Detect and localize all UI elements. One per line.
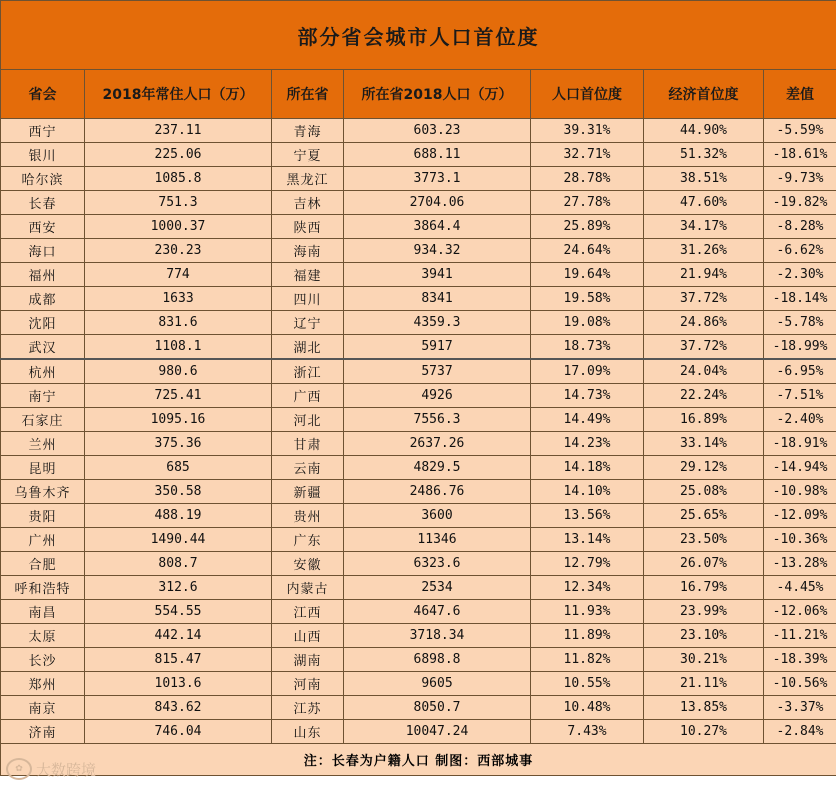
economic-primacy-cell: 26.07%: [644, 552, 764, 576]
difference-cell: -3.37%: [764, 696, 836, 720]
table-row: [1, 672, 836, 696]
province-cell: 内蒙古: [272, 576, 344, 600]
capital-population-cell: 831.6: [85, 311, 272, 335]
population-primacy-cell: 19.08%: [531, 311, 644, 335]
difference-cell: -18.91%: [764, 432, 836, 456]
population-primacy-cell: 14.23%: [531, 432, 644, 456]
population-primacy-cell: 12.34%: [531, 576, 644, 600]
population-primacy-cell: 17.09%: [531, 359, 644, 384]
province-population-cell: 4829.5: [344, 456, 531, 480]
capital-population-cell: 1013.6: [85, 672, 272, 696]
capital-population-cell: 488.19: [85, 504, 272, 528]
economic-primacy-cell: 24.04%: [644, 359, 764, 384]
table-row: [1, 191, 836, 215]
footnote-row: [1, 744, 836, 776]
capital-cell: 兰州: [1, 432, 85, 456]
province-cell: 青海: [272, 119, 344, 143]
province-population-cell: 3718.34: [344, 624, 531, 648]
capital-population-cell: 375.36: [85, 432, 272, 456]
capital-population-cell: 1085.8: [85, 167, 272, 191]
table-row: [1, 696, 836, 720]
title-row: [1, 1, 836, 70]
population-primacy-cell: 39.31%: [531, 119, 644, 143]
difference-cell: -18.14%: [764, 287, 836, 311]
capital-population-cell: 1108.1: [85, 335, 272, 360]
province-cell: 山西: [272, 624, 344, 648]
province-population-cell: 2637.26: [344, 432, 531, 456]
province-population-cell: 2486.76: [344, 480, 531, 504]
difference-cell: -14.94%: [764, 456, 836, 480]
capital-population-cell: 237.11: [85, 119, 272, 143]
province-population-cell: 2534: [344, 576, 531, 600]
capital-cell: 杭州: [1, 359, 85, 384]
table-row: [1, 624, 836, 648]
difference-cell: -2.30%: [764, 263, 836, 287]
economic-primacy-cell: 21.11%: [644, 672, 764, 696]
population-primacy-cell: 10.48%: [531, 696, 644, 720]
capital-population-cell: 1000.37: [85, 215, 272, 239]
capital-population-cell: 774: [85, 263, 272, 287]
capital-cell: 哈尔滨: [1, 167, 85, 191]
difference-cell: -13.28%: [764, 552, 836, 576]
capital-cell: 海口: [1, 239, 85, 263]
capital-cell: 南宁: [1, 384, 85, 408]
province-population-cell: 7556.3: [344, 408, 531, 432]
economic-primacy-cell: 44.90%: [644, 119, 764, 143]
capital-cell: 贵阳: [1, 504, 85, 528]
population-primacy-cell: 14.10%: [531, 480, 644, 504]
capital-cell: 福州: [1, 263, 85, 287]
watermark: [6, 758, 96, 780]
table-row: [1, 720, 836, 744]
province-cell: 河南: [272, 672, 344, 696]
province-cell: 浙江: [272, 359, 344, 384]
capital-population-cell: 225.06: [85, 143, 272, 167]
capital-population-cell: 685: [85, 456, 272, 480]
economic-primacy-cell: 21.94%: [644, 263, 764, 287]
capital-population-cell: 350.58: [85, 480, 272, 504]
table-row: [1, 239, 836, 263]
table-row: [1, 143, 836, 167]
capital-cell: 南昌: [1, 600, 85, 624]
difference-cell: -4.45%: [764, 576, 836, 600]
province-population-cell: 9605: [344, 672, 531, 696]
economic-primacy-cell: 22.24%: [644, 384, 764, 408]
province-population-cell: 4926: [344, 384, 531, 408]
province-cell: 广东: [272, 528, 344, 552]
table-row: [1, 384, 836, 408]
population-primacy-cell: 19.64%: [531, 263, 644, 287]
economic-primacy-cell: 24.86%: [644, 311, 764, 335]
table-row: [1, 359, 836, 384]
table-row: [1, 504, 836, 528]
capital-population-cell: 312.6: [85, 576, 272, 600]
difference-cell: -18.61%: [764, 143, 836, 167]
difference-cell: -12.09%: [764, 504, 836, 528]
province-population-cell: 3864.4: [344, 215, 531, 239]
capital-population-cell: 230.23: [85, 239, 272, 263]
province-cell: 黑龙江: [272, 167, 344, 191]
population-primacy-cell: 11.82%: [531, 648, 644, 672]
population-primacy-cell: 7.43%: [531, 720, 644, 744]
header-capital-population-2018: 2018年常住人口（万）: [85, 70, 272, 119]
province-population-cell: 6323.6: [344, 552, 531, 576]
population-primacy-cell: 14.73%: [531, 384, 644, 408]
population-primacy-cell: 12.79%: [531, 552, 644, 576]
province-cell: 云南: [272, 456, 344, 480]
capital-population-cell: 980.6: [85, 359, 272, 384]
province-cell: 吉林: [272, 191, 344, 215]
header-economic-primacy: 经济首位度: [644, 70, 764, 119]
capital-population-cell: 442.14: [85, 624, 272, 648]
province-population-cell: 3600: [344, 504, 531, 528]
capital-cell: 武汉: [1, 335, 85, 360]
economic-primacy-cell: 16.79%: [644, 576, 764, 600]
capital-cell: 昆明: [1, 456, 85, 480]
population-primacy-cell: 18.73%: [531, 335, 644, 360]
capital-population-cell: 725.41: [85, 384, 272, 408]
economic-primacy-cell: 23.50%: [644, 528, 764, 552]
table-row: [1, 311, 836, 335]
capital-cell: 西宁: [1, 119, 85, 143]
economic-primacy-cell: 47.60%: [644, 191, 764, 215]
province-cell: 安徽: [272, 552, 344, 576]
economic-primacy-cell: 23.99%: [644, 600, 764, 624]
capital-cell: 济南: [1, 720, 85, 744]
capital-cell: 长春: [1, 191, 85, 215]
capital-cell: 成都: [1, 287, 85, 311]
difference-cell: -11.21%: [764, 624, 836, 648]
economic-primacy-cell: 29.12%: [644, 456, 764, 480]
province-cell: 山东: [272, 720, 344, 744]
economic-primacy-cell: 51.32%: [644, 143, 764, 167]
difference-cell: -18.39%: [764, 648, 836, 672]
table-row: [1, 480, 836, 504]
table-row: [1, 552, 836, 576]
difference-cell: -10.36%: [764, 528, 836, 552]
difference-cell: -10.98%: [764, 480, 836, 504]
economic-primacy-cell: 10.27%: [644, 720, 764, 744]
difference-cell: -7.51%: [764, 384, 836, 408]
province-population-cell: 4647.6: [344, 600, 531, 624]
province-population-cell: 603.23: [344, 119, 531, 143]
table-row: [1, 456, 836, 480]
population-primacy-cell: 32.71%: [531, 143, 644, 167]
population-primacy-cell: 25.89%: [531, 215, 644, 239]
capital-cell: 南京: [1, 696, 85, 720]
capital-population-cell: 1490.44: [85, 528, 272, 552]
province-population-cell: 5737: [344, 359, 531, 384]
watermark-text: 大数跨境: [36, 760, 97, 779]
population-primacy-cell: 14.49%: [531, 408, 644, 432]
table-row: [1, 167, 836, 191]
economic-primacy-cell: 34.17%: [644, 215, 764, 239]
province-cell: 陕西: [272, 215, 344, 239]
capital-cell: 长沙: [1, 648, 85, 672]
capital-population-cell: 1633: [85, 287, 272, 311]
capital-cell: 太原: [1, 624, 85, 648]
capital-cell: 沈阳: [1, 311, 85, 335]
province-population-cell: 6898.8: [344, 648, 531, 672]
difference-cell: -12.06%: [764, 600, 836, 624]
table-row: [1, 600, 836, 624]
population-primacy-cell: 11.93%: [531, 600, 644, 624]
capital-population-cell: 1095.16: [85, 408, 272, 432]
difference-cell: -2.40%: [764, 408, 836, 432]
table-row: [1, 408, 836, 432]
header-province: 所在省: [272, 70, 344, 119]
economic-primacy-cell: 30.21%: [644, 648, 764, 672]
province-population-cell: 2704.06: [344, 191, 531, 215]
capital-population-cell: 808.7: [85, 552, 272, 576]
table-row: [1, 119, 836, 143]
difference-cell: -19.82%: [764, 191, 836, 215]
population-primacy-cell: 28.78%: [531, 167, 644, 191]
capital-cell: 呼和浩特: [1, 576, 85, 600]
population-primacy-cell: 24.64%: [531, 239, 644, 263]
capital-population-cell: 554.55: [85, 600, 272, 624]
province-cell: 新疆: [272, 480, 344, 504]
province-cell: 福建: [272, 263, 344, 287]
province-population-cell: 934.32: [344, 239, 531, 263]
difference-cell: -18.99%: [764, 335, 836, 360]
province-population-cell: 11346: [344, 528, 531, 552]
province-cell: 广西: [272, 384, 344, 408]
difference-cell: -6.62%: [764, 239, 836, 263]
capital-cell: 西安: [1, 215, 85, 239]
header-row: [1, 70, 836, 119]
capital-cell: 乌鲁木齐: [1, 480, 85, 504]
capital-population-cell: 751.3: [85, 191, 272, 215]
footnote: 注：长春为户籍人口 制图：西部城事: [1, 744, 836, 776]
capital-population-cell: 843.62: [85, 696, 272, 720]
economic-primacy-cell: 25.65%: [644, 504, 764, 528]
header-province-population-2018: 所在省2018人口（万）: [344, 70, 531, 119]
table-row: [1, 263, 836, 287]
table-row: [1, 215, 836, 239]
economic-primacy-cell: 13.85%: [644, 696, 764, 720]
table-row: [1, 528, 836, 552]
economic-primacy-cell: 16.89%: [644, 408, 764, 432]
table-row: [1, 432, 836, 456]
capital-cell: 合肥: [1, 552, 85, 576]
province-population-cell: 3941: [344, 263, 531, 287]
province-cell: 甘肃: [272, 432, 344, 456]
province-cell: 江苏: [272, 696, 344, 720]
province-population-cell: 4359.3: [344, 311, 531, 335]
province-cell: 宁夏: [272, 143, 344, 167]
province-cell: 贵州: [272, 504, 344, 528]
economic-primacy-cell: 38.51%: [644, 167, 764, 191]
province-population-cell: 3773.1: [344, 167, 531, 191]
province-cell: 湖北: [272, 335, 344, 360]
table-row: [1, 648, 836, 672]
table-row: [1, 287, 836, 311]
economic-primacy-cell: 23.10%: [644, 624, 764, 648]
province-population-cell: 5917: [344, 335, 531, 360]
population-primacy-cell: 11.89%: [531, 624, 644, 648]
capital-cell: 银川: [1, 143, 85, 167]
population-primacy-cell: 10.55%: [531, 672, 644, 696]
population-primacy-cell: 13.14%: [531, 528, 644, 552]
capital-cell: 郑州: [1, 672, 85, 696]
province-cell: 河北: [272, 408, 344, 432]
capital-population-cell: 746.04: [85, 720, 272, 744]
header-capital: 省会: [1, 70, 85, 119]
province-cell: 辽宁: [272, 311, 344, 335]
economic-primacy-cell: 25.08%: [644, 480, 764, 504]
economic-primacy-cell: 31.26%: [644, 239, 764, 263]
economic-primacy-cell: 33.14%: [644, 432, 764, 456]
difference-cell: -10.56%: [764, 672, 836, 696]
province-cell: 江西: [272, 600, 344, 624]
difference-cell: -5.78%: [764, 311, 836, 335]
table-row: [1, 335, 836, 360]
province-cell: 海南: [272, 239, 344, 263]
capital-cell: 石家庄: [1, 408, 85, 432]
population-primacy-cell: 27.78%: [531, 191, 644, 215]
capital-cell: 广州: [1, 528, 85, 552]
province-population-cell: 688.11: [344, 143, 531, 167]
header-difference: 差值: [764, 70, 836, 119]
table-row: [1, 576, 836, 600]
difference-cell: -9.73%: [764, 167, 836, 191]
economic-primacy-cell: 37.72%: [644, 335, 764, 360]
province-population-cell: 10047.24: [344, 720, 531, 744]
population-primacy-cell: 13.56%: [531, 504, 644, 528]
table-title: 部分省会城市人口首位度: [1, 1, 836, 70]
difference-cell: -5.59%: [764, 119, 836, 143]
difference-cell: -8.28%: [764, 215, 836, 239]
province-cell: 四川: [272, 287, 344, 311]
watermark-logo-icon: ✿: [6, 758, 32, 780]
province-cell: 湖南: [272, 648, 344, 672]
economic-primacy-cell: 37.72%: [644, 287, 764, 311]
capital-population-cell: 815.47: [85, 648, 272, 672]
province-population-cell: 8341: [344, 287, 531, 311]
difference-cell: -6.95%: [764, 359, 836, 384]
difference-cell: -2.84%: [764, 720, 836, 744]
province-population-cell: 8050.7: [344, 696, 531, 720]
population-primacy-cell: 14.18%: [531, 456, 644, 480]
population-primacy-cell: 19.58%: [531, 287, 644, 311]
header-population-primacy: 人口首位度: [531, 70, 644, 119]
